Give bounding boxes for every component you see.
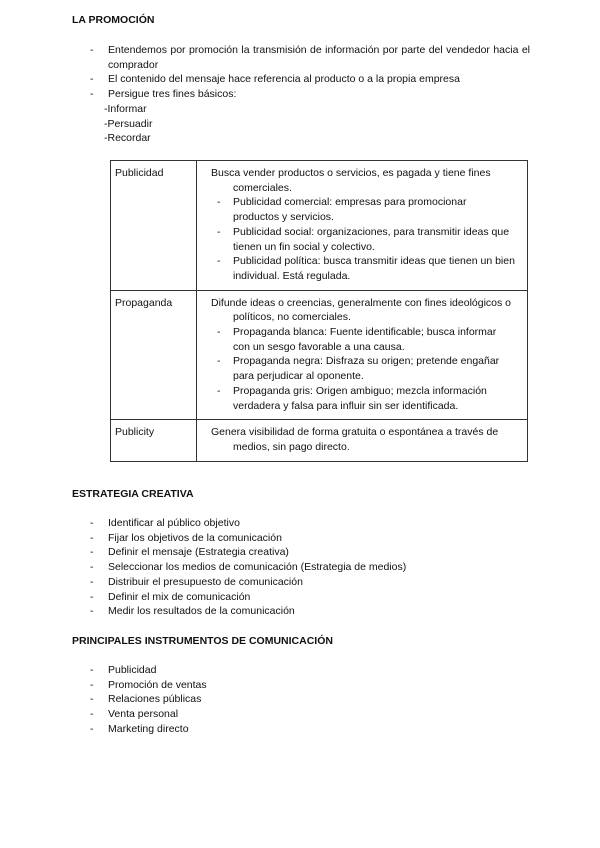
- section-heading: LA PROMOCIÓN: [72, 14, 155, 26]
- sub-item: -Persuadir: [104, 117, 153, 130]
- list-item: - Definir el mensaje (Estrategia creativa): [90, 545, 530, 560]
- list-item: - Medir los resultados de la comunicación: [90, 604, 530, 619]
- list-item: - Relaciones públicas: [90, 692, 530, 707]
- desc-cell: [197, 420, 528, 461]
- list-item: - Entendemos por promoción la transmisión de información por parte del vendedor hacia el comprador: [90, 43, 530, 72]
- desc-cell: [197, 290, 528, 420]
- list-item: - Propaganda gris: Origen ambiguo; mezcla información verdadera y falsa para influir sin ser identificada.: [211, 384, 515, 413]
- term-cell: Publicidad: [111, 161, 197, 291]
- list-item: - Distribuir el presupuesto de comunicación: [90, 575, 530, 590]
- estrategia-list: [90, 516, 530, 619]
- instrumentos-list: [90, 663, 530, 737]
- term-cell: Publicity: [111, 420, 197, 461]
- desc-text: Busca vender productos o servicios, es pagada y tiene fines comerciales.: [211, 167, 491, 194]
- list-item: - Promoción de ventas: [90, 678, 530, 693]
- table-row: [111, 420, 528, 461]
- list-item: - Identificar al público objetivo: [90, 516, 530, 531]
- promocion-list: [90, 43, 530, 146]
- section-heading: PRINCIPALES INSTRUMENTOS DE COMUNICACIÓN: [72, 635, 333, 647]
- list-item: - Publicidad: [90, 663, 530, 678]
- promotion-types-table: [110, 160, 528, 462]
- list-item: - Publicidad política: busca transmitir ideas que tienen un bien individual. Está regulada.: [211, 254, 515, 283]
- list-item: - Marketing directo: [90, 722, 530, 737]
- sub-item: -Informar: [104, 102, 147, 115]
- desc-text: Genera visibilidad de forma gratuita o espontánea a través de medios, sin pago directo.: [211, 426, 499, 453]
- list-item: - Definir el mix de comunicación: [90, 590, 530, 605]
- list-item: - Propaganda negra: Disfraza su origen; pretende engañar para perjudicar al oponente.: [211, 354, 515, 383]
- desc-text: Difunde ideas o creencias, generalmente con fines ideológicos o políticos, no comerciales.: [211, 296, 512, 324]
- term-cell: Propaganda: [111, 290, 197, 420]
- section-heading: ESTRATEGIA CREATIVA: [72, 488, 194, 500]
- list-item: - Seleccionar los medios de comunicación (Estrategia de medios): [90, 560, 530, 575]
- list-item: - Propaganda blanca: Fuente identificable; busca informar con un sesgo favorable a una causa.: [211, 325, 515, 354]
- list-item: - Publicidad social: organizaciones, para transmitir ideas que tienen un fin social y colectivo.: [211, 225, 515, 254]
- list-item: - Persigue tres fines básicos:: [90, 87, 530, 102]
- list-item: - Fijar los objetivos de la comunicación: [90, 531, 530, 546]
- sub-item: -Recordar: [104, 132, 151, 145]
- desc-cell: [197, 161, 528, 291]
- list-item: - El contenido del mensaje hace referencia al producto o a la propia empresa: [90, 72, 530, 87]
- table-row: [111, 161, 528, 291]
- list-item: - Venta personal: [90, 707, 530, 722]
- table-row: [111, 290, 528, 420]
- list-item: - Publicidad comercial: empresas para promocionar productos y servicios.: [211, 195, 515, 224]
